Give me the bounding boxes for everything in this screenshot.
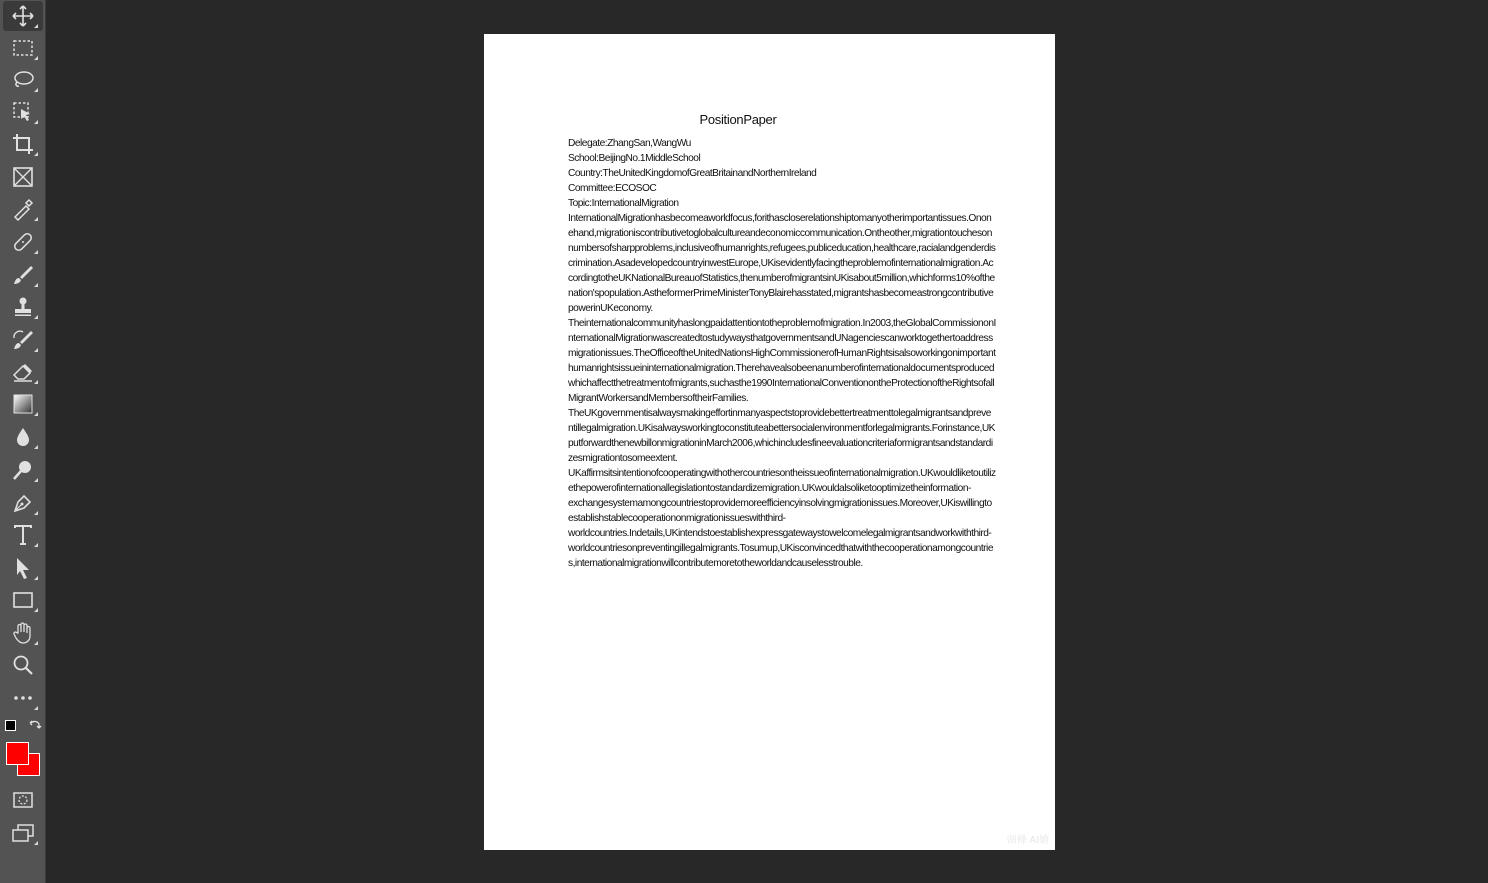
delegate-field: Delegate:ZhangSan,WangWu — [568, 138, 691, 149]
history-brush-icon — [11, 328, 35, 352]
bandage-icon — [11, 230, 35, 254]
topic-field: Topic:InternationalMigration — [568, 198, 679, 209]
clone-stamp-tool[interactable] — [3, 292, 43, 322]
watermark: 頭條 AI繪 — [1006, 835, 1049, 846]
lasso-icon — [11, 68, 35, 92]
eyedropper-icon — [11, 197, 35, 221]
paragraph: worldcountriesonpreventingillegalmigrants.Tosumup,UKisconvincedthatwiththecooperationamongcountries,internationalmigrationwillcontributemoretotheworldandcauselesstrouble. — [568, 543, 993, 569]
screen-mode-button[interactable] — [3, 818, 43, 848]
eyedropper-tool[interactable] — [3, 194, 43, 224]
dodge-icon — [11, 458, 35, 482]
blur-tool[interactable] — [3, 422, 43, 452]
rectangle-tool[interactable] — [3, 585, 43, 615]
zoom-icon — [11, 653, 35, 677]
paragraph: exchangesystemamongcountriestoprovidemoreefficiencyinsolvingmigrationissues.Moreover,UKiswillingtoestablishstablecooperationonmigrationissueswiththird- — [568, 498, 992, 524]
ellipsis-icon — [11, 686, 35, 710]
crop-tool[interactable] — [3, 129, 43, 159]
hand-icon — [11, 621, 35, 645]
rectangle-icon — [11, 588, 35, 612]
healing-brush-tool[interactable] — [3, 227, 43, 257]
marquee-icon — [11, 36, 35, 60]
document-canvas[interactable] — [484, 34, 1055, 850]
school-field: School:BeijingNo.1MiddleSchool — [568, 153, 701, 164]
swap-colors-icon[interactable] — [28, 718, 42, 732]
brush-tool[interactable] — [3, 260, 43, 290]
foreground-color-swatch[interactable] — [6, 742, 29, 765]
document-title: PositionPaper — [699, 112, 777, 127]
edit-toolbar[interactable] — [3, 683, 43, 713]
history-brush-tool[interactable] — [3, 325, 43, 355]
zoom-tool[interactable] — [3, 650, 43, 680]
default-colors-button[interactable] — [5, 720, 16, 731]
quick-mask-icon — [11, 788, 35, 812]
arrow-icon — [11, 556, 35, 580]
paragraph: worldcountries.Indetails,UKintendstoestablishexpressgatewaystowelcomelegalmigrantsandworkwiththird- — [568, 528, 992, 539]
type-tool[interactable] — [3, 520, 43, 550]
object-select-icon — [11, 100, 35, 124]
gradient-icon — [11, 392, 35, 416]
screen-mode-icon — [11, 821, 35, 845]
tools-panel — [0, 0, 46, 883]
lasso-tool[interactable] — [3, 65, 43, 95]
object-selection-tool[interactable] — [3, 97, 43, 127]
path-selection-tool[interactable] — [3, 553, 43, 583]
brush-icon — [11, 263, 35, 287]
frame-icon — [11, 165, 35, 189]
crop-icon — [11, 132, 35, 156]
committee-field: Committee:ECOSOC — [568, 183, 657, 194]
country-field: Country:TheUnitedKingdomofGreatBritainandNorthernIreland — [568, 168, 817, 179]
frame-tool[interactable] — [3, 162, 43, 192]
paragraph: UKaffirmsitsintentionofcooperatingwithothercountriesontheissueofinternationalmigration.UKwouldliketoutilizethepowerofinternationallegislationtostandardizemigration.UKwouldalsoliketooptimizetheinformation- — [568, 468, 996, 494]
stamp-icon — [11, 295, 35, 319]
paragraph: TheUKgovernmentisalwaysmakingeffortinmanyaspectstoprovidebettertreatmenttolegalmigrantsandpreventillegalmigration.UKisalwaysworkingtoconstituteabettersocialenvironmentforlegalmigrants.Forinstance,UKputforwardthenewbillonmigrationinMarch2006,whichincludesfineevaluationcriteriaformigrantsandstandardizesmigrationtosomeextent. — [568, 408, 995, 464]
gradient-tool[interactable] — [3, 389, 43, 419]
type-icon — [11, 523, 35, 547]
drop-icon — [11, 425, 35, 449]
move-tool[interactable] — [3, 1, 43, 31]
paragraph: Theinternationalcommunityhaslongpaidattentiontotheproblemofmigration.In2003,theGlobalCommissiononInternationalMigrationwascreatedtostudywaysthatgovernmentsandUNagenciescanworktogethertoaddressmigrationissues.TheOfficeoftheUnitedNationsHighCommissionerofHumanRightsisalsoworkingonimportanthumanrightsissueininternationalmigration.Therehavealsobeenanumberofinternationaldocumentsproducedwhichaffectthetreatmentofmigrants,suchasthe1990InternationalConventionontheProtectionoftheRightsofallMigrantWorkersandMembersoftheirFamilies. — [568, 318, 996, 404]
pen-icon — [11, 491, 35, 515]
pen-tool[interactable] — [3, 488, 43, 518]
rectangular-marquee-tool[interactable] — [3, 33, 43, 63]
eraser-icon — [11, 360, 35, 384]
quick-mask-button[interactable] — [3, 785, 43, 815]
move-icon — [11, 4, 35, 28]
document-body — [568, 136, 996, 571]
color-swatches — [0, 716, 46, 782]
dodge-tool[interactable] — [3, 455, 43, 485]
hand-tool[interactable] — [3, 618, 43, 648]
paragraph: InternationalMigrationhasbecomeaworldfocus,forithascloserelationshiptomanyotherimportantissues.Ononehand,migrationiscontributivetoglobalcultureandeconomiccommunication.Ontheother,migrationtouchesonnumbersofsharpproblems,inclusiveofhumanrights,refugees,publiceducation,healthcare,racialandgenderdiscrimination.AsadevelopedcountryinwestEurope,UKisevidentlyfacingtheproblemofinternationalmigration.AccordingtotheUKNationalBureauofStatistics,thenumberofmigrantsinUKisabout5million,whichforms10%ofthenation'spopulation.AstheformerPrimeMinisterTonyBlairehasstated,migrantshasbecomeastrongcontributivepowerinUKeconomy. — [568, 213, 996, 314]
eraser-tool[interactable] — [3, 357, 43, 387]
